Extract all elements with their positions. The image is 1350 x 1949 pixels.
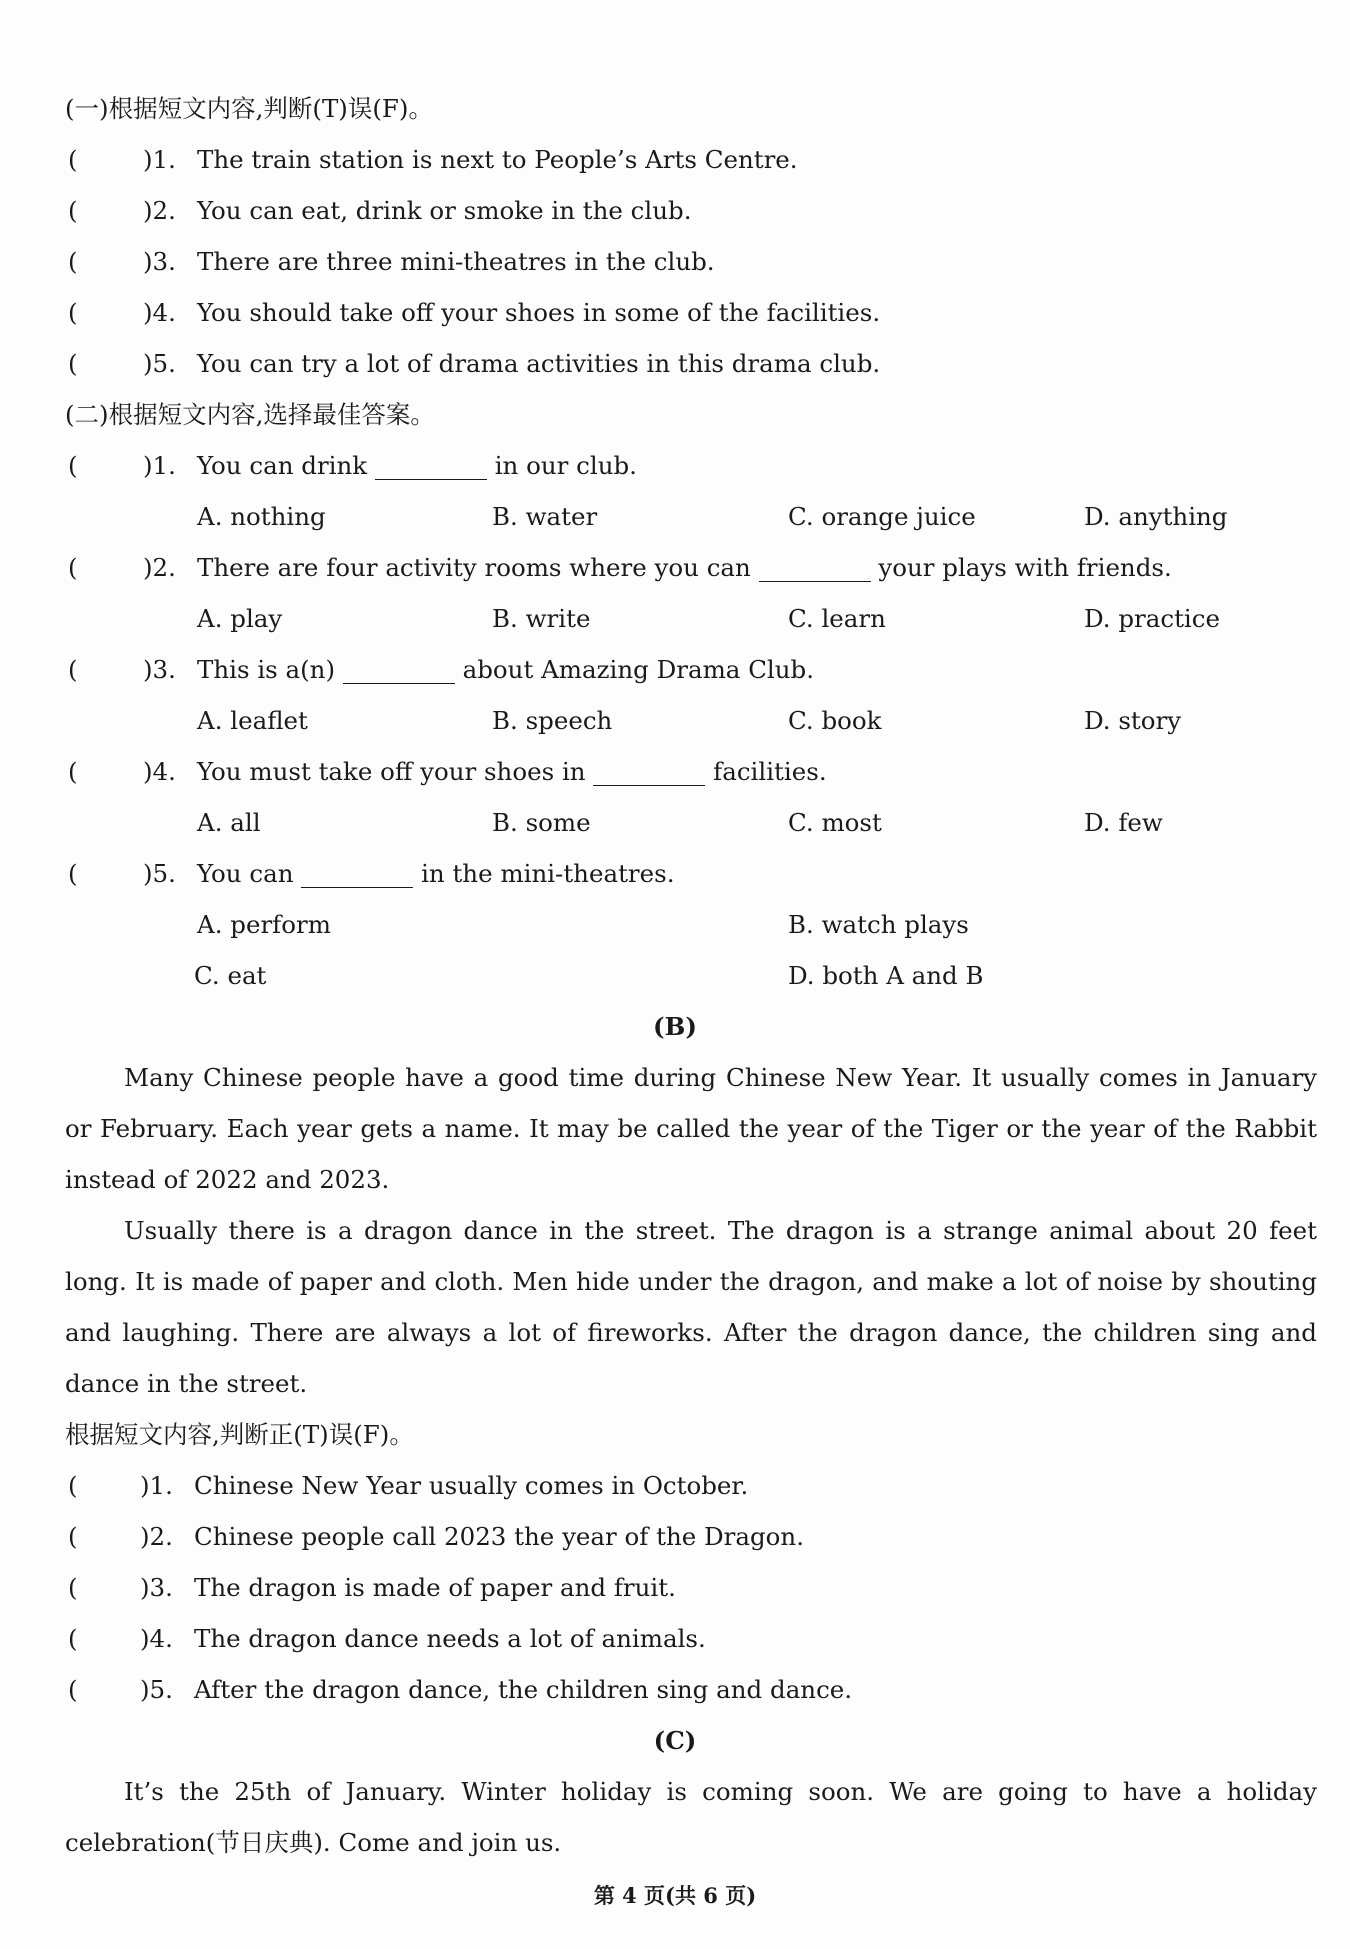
passage-paragraph: It’s the 25th of January. Winter holiday is coming soon. We are going to have a holiday celebration(节日庆典). Come and join us. bbox=[65, 1777, 1317, 1857]
question-stem bbox=[197, 859, 675, 888]
question-text: Chinese New Year usually comes in October. bbox=[194, 1471, 749, 1500]
option-a[interactable]: A. leaflet bbox=[197, 706, 308, 735]
answer-blank[interactable] bbox=[593, 761, 705, 787]
question-number: )5. bbox=[143, 349, 176, 378]
question-stem bbox=[197, 553, 1172, 582]
question-number: )2. bbox=[143, 553, 176, 582]
answer-blank[interactable] bbox=[759, 557, 871, 583]
option-c[interactable]: C. book bbox=[788, 706, 882, 735]
answer-blank[interactable] bbox=[375, 455, 487, 481]
option-d[interactable]: D. both A and B bbox=[788, 961, 984, 990]
option-c[interactable]: C. most bbox=[788, 808, 882, 837]
option-b[interactable]: B. speech bbox=[492, 706, 613, 735]
option-d[interactable]: D. practice bbox=[1084, 604, 1220, 633]
answer-paren[interactable]: ( bbox=[68, 196, 78, 225]
question-number: )5. bbox=[140, 1675, 173, 1704]
answer-paren[interactable]: ( bbox=[68, 1624, 78, 1653]
stem-post: in our club. bbox=[494, 451, 637, 480]
option-b[interactable]: B. write bbox=[492, 604, 591, 633]
question-number: )4. bbox=[143, 757, 176, 786]
answer-paren[interactable]: ( bbox=[68, 298, 78, 327]
question-text: There are three mini-theatres in the club. bbox=[197, 247, 715, 276]
section-header-judge: (一)根据短文内容,判断(T)误(F)。 bbox=[65, 94, 433, 123]
answer-paren[interactable]: ( bbox=[68, 655, 78, 684]
answer-paren[interactable]: ( bbox=[68, 1573, 78, 1602]
stem-pre: This is a(n) bbox=[197, 655, 336, 684]
question-number: )3. bbox=[143, 655, 176, 684]
answer-paren[interactable]: ( bbox=[68, 247, 78, 276]
answer-paren[interactable]: ( bbox=[68, 451, 78, 480]
question-text: The train station is next to People’s Arts Centre. bbox=[197, 145, 798, 174]
page-footer: 第 4 页(共 6 页) bbox=[593, 1883, 757, 1908]
option-b[interactable]: B. watch plays bbox=[788, 910, 969, 939]
question-number: )3. bbox=[140, 1573, 173, 1602]
stem-pre: There are four activity rooms where you can bbox=[197, 553, 751, 582]
answer-paren[interactable]: ( bbox=[68, 1522, 78, 1551]
stem-pre: You must take off your shoes in bbox=[197, 757, 586, 786]
option-d[interactable]: D. few bbox=[1084, 808, 1163, 837]
answer-paren[interactable]: ( bbox=[68, 553, 78, 582]
question-text: Chinese people call 2023 the year of the Dragon. bbox=[194, 1522, 804, 1551]
option-c[interactable]: C. learn bbox=[788, 604, 886, 633]
answer-blank[interactable] bbox=[301, 863, 413, 889]
question-number: )1. bbox=[143, 451, 176, 480]
option-d[interactable]: D. story bbox=[1084, 706, 1182, 735]
question-number: )1. bbox=[140, 1471, 173, 1500]
answer-blank[interactable] bbox=[343, 659, 455, 685]
stem-post: about Amazing Drama Club. bbox=[462, 655, 815, 684]
option-a[interactable]: A. play bbox=[197, 604, 283, 633]
option-c[interactable]: C. eat bbox=[194, 961, 267, 990]
section-title-b: (B) bbox=[653, 1012, 697, 1041]
question-number: )3. bbox=[143, 247, 176, 276]
stem-post: in the mini-theatres. bbox=[421, 859, 675, 888]
question-text: You should take off your shoes in some of the facilities. bbox=[197, 298, 881, 327]
question-number: )4. bbox=[143, 298, 176, 327]
question-stem bbox=[197, 757, 827, 786]
question-number: )5. bbox=[143, 859, 176, 888]
question-text: The dragon dance needs a lot of animals. bbox=[194, 1624, 706, 1653]
question-stem bbox=[197, 451, 637, 480]
question-number: )1. bbox=[143, 145, 176, 174]
passage-paragraph: Many Chinese people have a good time during Chinese New Year. It usually comes in January or February. Each year gets a name. It may be called the year of the Tiger or the year of the Rabbit instead of 2022 and 2023. bbox=[65, 1063, 1317, 1194]
question-text: After the dragon dance, the children sing and dance. bbox=[194, 1675, 853, 1704]
answer-paren[interactable]: ( bbox=[68, 859, 78, 888]
question-number: )2. bbox=[140, 1522, 173, 1551]
question-stem bbox=[197, 655, 815, 684]
passage-paragraph: Usually there is a dragon dance in the street. The dragon is a strange animal about 20 feet long. It is made of paper and cloth. Men hide under the dragon, and make a lot of noise by shouting and laughing. There are always a lot of fireworks. After the dragon dance, the children sing and dance in the street. bbox=[65, 1216, 1317, 1398]
stem-pre: You can bbox=[197, 859, 294, 888]
section-title-c: (C) bbox=[653, 1726, 697, 1755]
answer-paren[interactable]: ( bbox=[68, 757, 78, 786]
answer-paren[interactable]: ( bbox=[68, 1471, 78, 1500]
option-b[interactable]: B. some bbox=[492, 808, 591, 837]
section-header-choice: (二)根据短文内容,选择最佳答案。 bbox=[65, 400, 435, 429]
question-text: You can try a lot of drama activities in this drama club. bbox=[197, 349, 881, 378]
option-a[interactable]: A. perform bbox=[197, 910, 331, 939]
stem-post: your plays with friends. bbox=[878, 553, 1172, 582]
option-a[interactable]: A. nothing bbox=[197, 502, 326, 531]
option-d[interactable]: D. anything bbox=[1084, 502, 1228, 531]
question-text: The dragon is made of paper and fruit. bbox=[194, 1573, 676, 1602]
question-number: )4. bbox=[140, 1624, 173, 1653]
question-text: You can eat, drink or smoke in the club. bbox=[197, 196, 692, 225]
option-a[interactable]: A. all bbox=[197, 808, 261, 837]
answer-paren[interactable]: ( bbox=[68, 1675, 78, 1704]
answer-paren[interactable]: ( bbox=[68, 145, 78, 174]
option-c[interactable]: C. orange juice bbox=[788, 502, 976, 531]
section-header-judge-b: 根据短文内容,判断正(T)误(F)。 bbox=[65, 1420, 414, 1449]
stem-post: facilities. bbox=[713, 757, 827, 786]
stem-pre: You can drink bbox=[197, 451, 368, 480]
option-b[interactable]: B. water bbox=[492, 502, 598, 531]
question-number: )2. bbox=[143, 196, 176, 225]
answer-paren[interactable]: ( bbox=[68, 349, 78, 378]
